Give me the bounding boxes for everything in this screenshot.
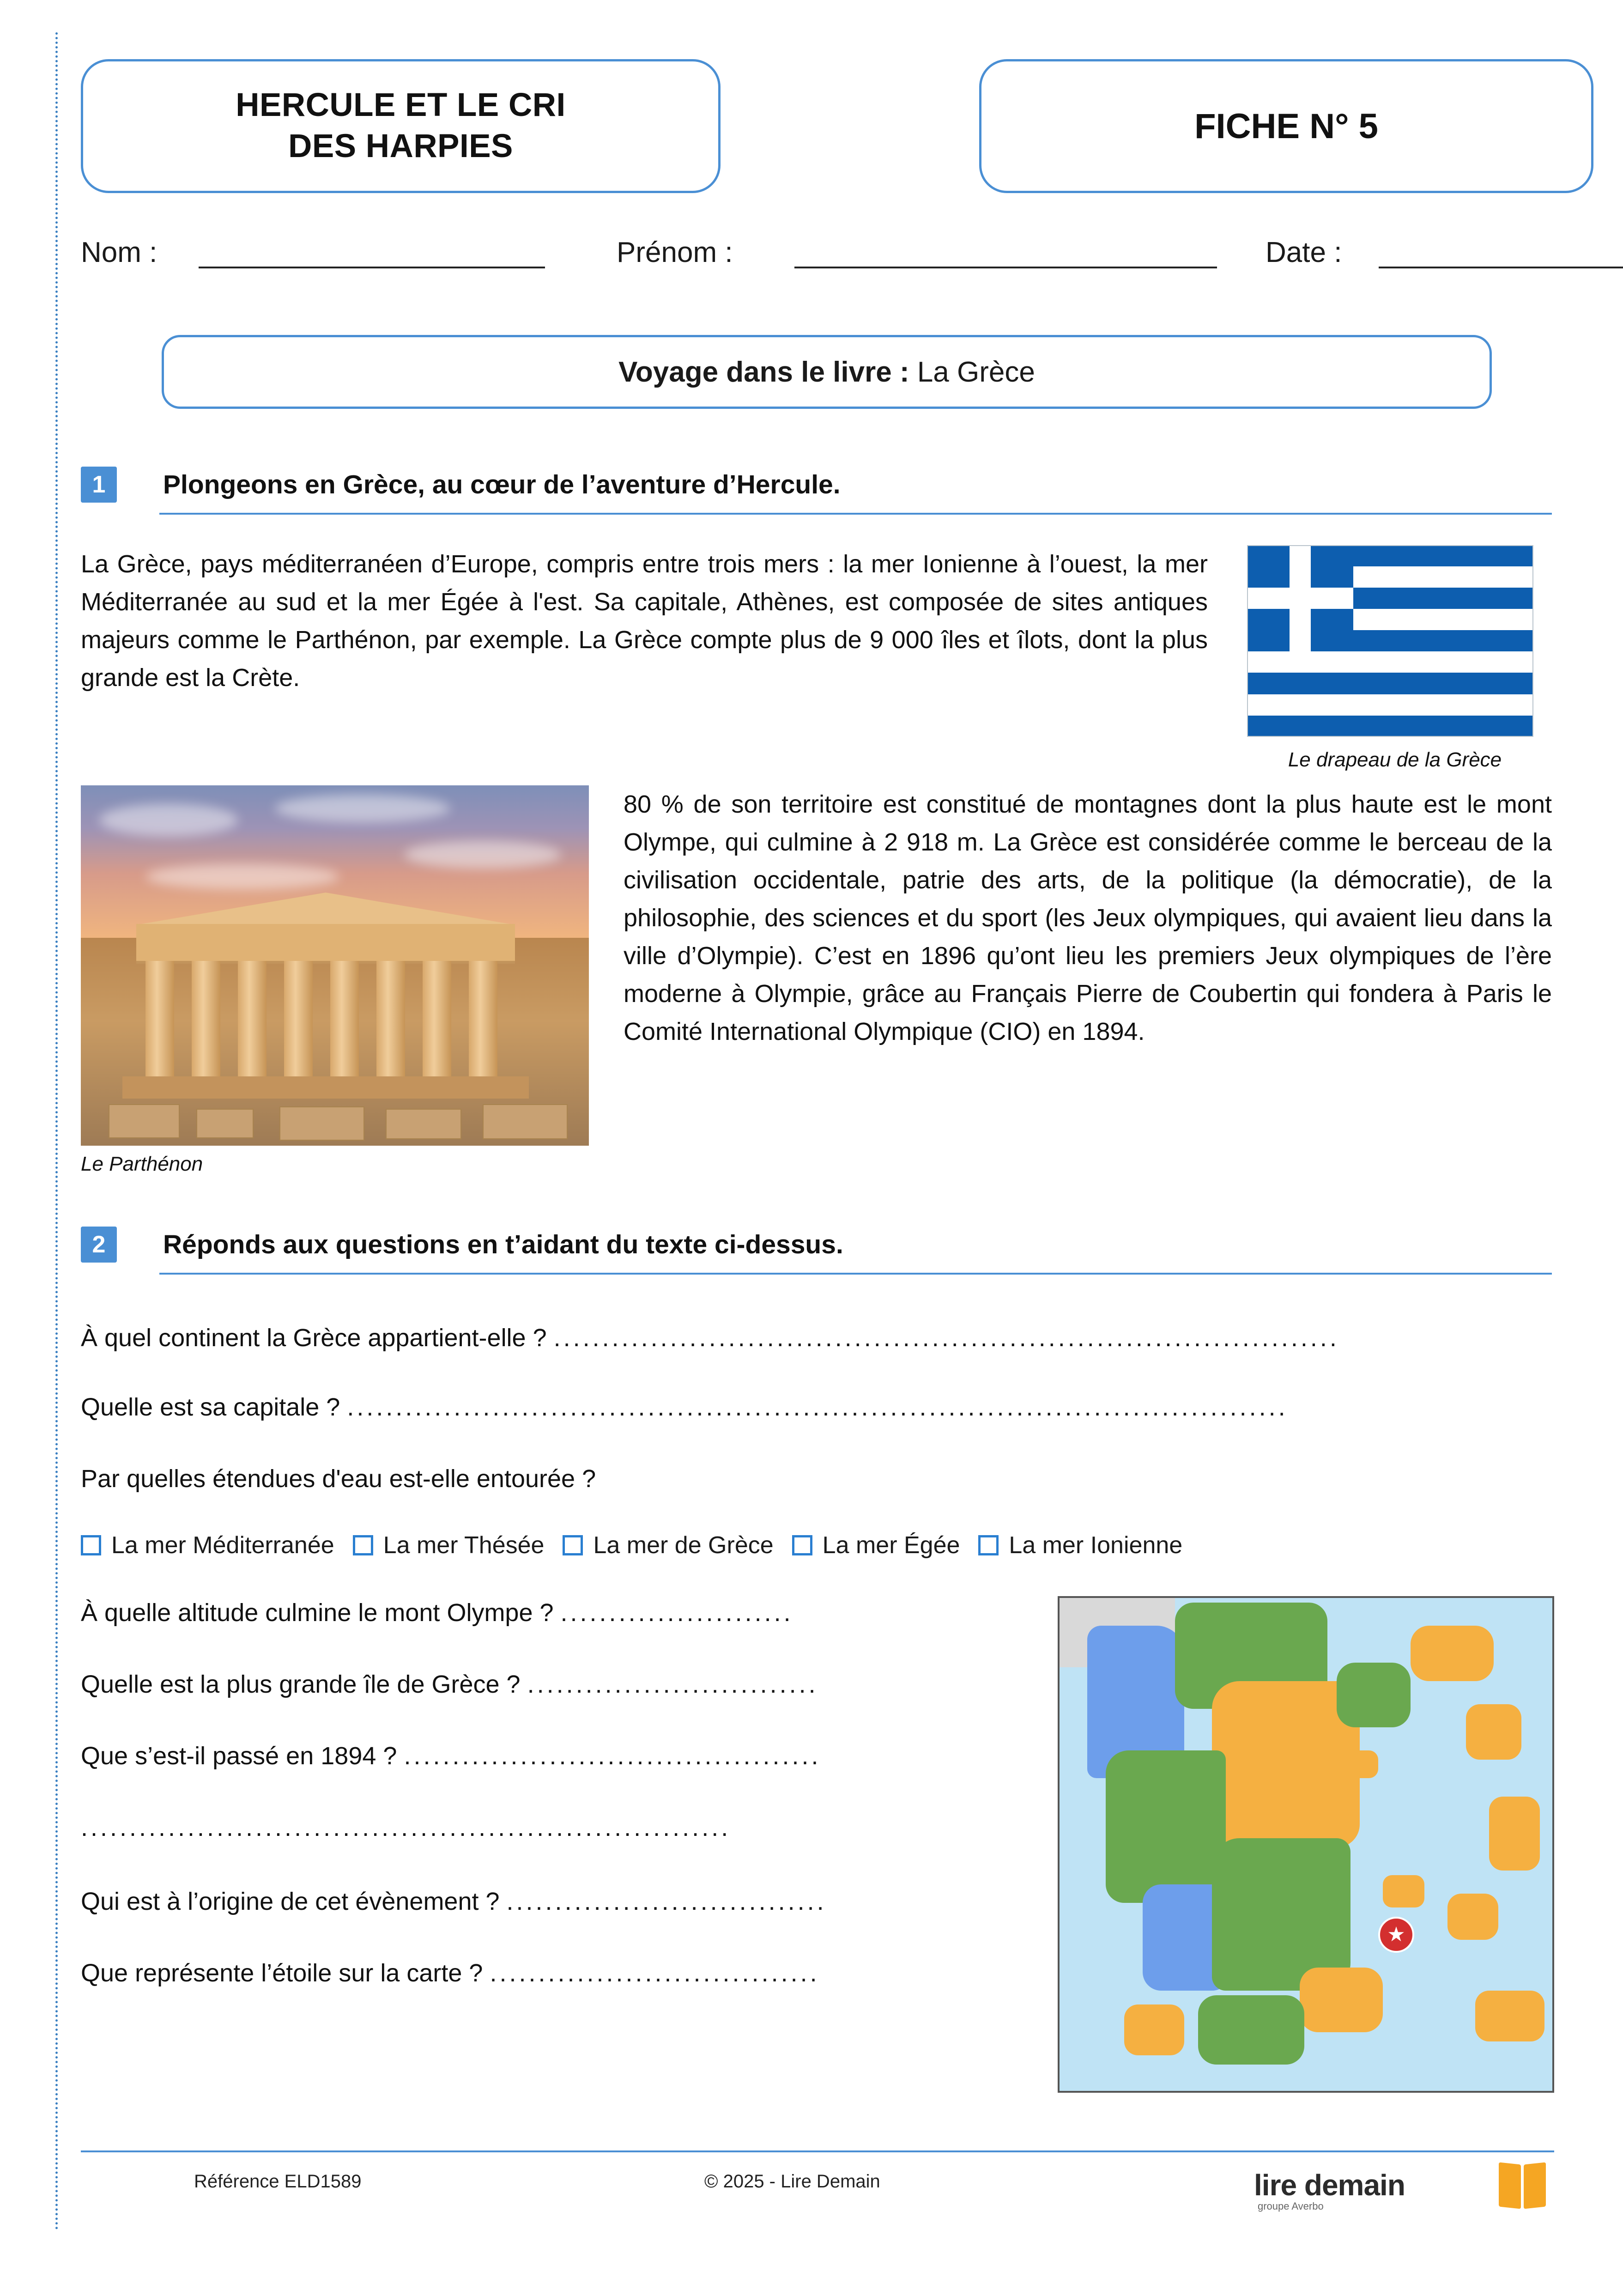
question-1[interactable] [81,1324,1339,1352]
sheet-number-box [979,59,1593,193]
sea-option-2[interactable] [353,1531,545,1559]
header [81,59,1554,198]
flag-caption: Le drapeau de la Grèce [1288,748,1502,771]
checkbox-icon[interactable] [81,1535,101,1555]
sea-option-4-label: La mer Égée [822,1532,960,1559]
checkbox-icon[interactable] [563,1535,583,1555]
question-2-answer-line[interactable]: ................................................................................................. [347,1393,1288,1421]
checkbox-icon[interactable] [353,1535,373,1555]
section-1-number: 1 [81,467,117,503]
sea-option-3[interactable] [563,1531,773,1559]
question-5[interactable] [81,1670,818,1699]
section-1-heading [81,467,1552,517]
parthenon-caption: Le Parthénon [81,1153,203,1175]
voyage-prefix: Voyage dans le livre : [618,356,909,388]
sea-option-1[interactable] [81,1531,334,1559]
parthenon-photo [81,785,589,1146]
question-6-text: Que s’est-il passé en 1894 ? [81,1742,397,1770]
question-3-text: Par quelles étendues d'eau est-elle entourée ? [81,1465,596,1493]
checkbox-icon[interactable] [792,1535,812,1555]
section-2-number: 2 [81,1227,117,1263]
section-1-title: Plongeons en Grèce, au cœur de l’aventure d’Hercule. [163,470,841,499]
sea-options-row [81,1527,1554,1564]
question-8-text: Que représente l’étoile sur la carte ? [81,1959,483,1987]
section-1-paragraph-2: 80 % de son territoire est constitué de montagnes dont la plus haute est le mont Olympe, qui culmine à 2 918 m. La Grèce est considérée comme le berceau de la civilisation occidentale, patrie des arts, de la politique (la démocratie), de la philosophie, des sciences et du sport (les Jeux olympiques, qui avaient lieu dans la ville d’Olympie). C’est en 1896 qu’ont lieu les premiers Jeux olympiques de l’ère moderne à Olympie, grâce au Français Pierre de Coubertin qui fondera à Paris le Comité International Olympique (CIO) en 1894. [624,790,1552,1046]
question-3 [81,1464,596,1493]
firstname-input[interactable] [794,267,1217,268]
question-8-answer-line[interactable]: .................................. [490,1959,820,1987]
greece-map [1058,1596,1554,2093]
section-2-underline [159,1273,1552,1275]
section-1-paragraph-1: La Grèce, pays méditerranéen d’Europe, compris entre trois mers : la mer Ionienne à l’ouest, la mer Méditerranée au sud et la mer Égée à l'est. Sa capitale, Athènes, est composée de sites antiques majeurs comme le Parthénon, par exemple. La Grèce compte plus de 9 000 îles et îlots, dont la plus grande est la Crète. [81,550,1208,692]
question-4-answer-line[interactable]: ........................ [560,1599,793,1627]
sea-option-5[interactable] [978,1531,1182,1559]
logo-subtitle: groupe Averbo [1258,2200,1324,2212]
worksheet-title-line2: DES HARPIES [288,128,513,164]
worksheet-title-line1: HERCULE ET LE CRI [236,87,566,124]
question-2-text: Quelle est sa capitale ? [81,1393,340,1421]
question-4-text: À quelle altitude culmine le mont Olympe ? [81,1599,554,1627]
worksheet-title [236,85,566,167]
voyage-value: La Grèce [909,356,1035,388]
question-6-answer-line-2[interactable]: ................................................................... [81,1814,731,1841]
worksheet-title-box [81,59,721,193]
logo-wordmark: lire demain [1254,2168,1405,2202]
footer-copyright: © 2025 - Lire Demain [704,2171,880,2192]
greece-flag [1247,545,1533,737]
athens-star-marker: ★ [1378,1917,1414,1953]
question-8[interactable] [81,1959,820,1987]
question-7[interactable] [81,1887,827,1916]
date-input[interactable] [1379,267,1623,268]
sea-option-5-label: La mer Ionienne [1009,1532,1183,1559]
question-4[interactable] [81,1598,793,1627]
section-1-underline [159,513,1552,515]
open-book-icon [1499,2163,1547,2208]
question-1-answer-line[interactable]: ................................................................................. [553,1324,1339,1352]
question-7-answer-line[interactable]: ................................. [506,1888,827,1915]
section-2-title: Réponds aux questions en t’aidant du texte ci-dessus. [163,1230,843,1259]
sea-option-2-label: La mer Thésée [383,1532,545,1559]
question-1-text: À quel continent la Grèce appartient-elle ? [81,1324,547,1352]
left-dotted-rule [55,32,58,2231]
question-2[interactable] [81,1393,1288,1421]
name-label: Nom : [81,237,157,268]
sheet-number: FICHE N° 5 [1194,106,1378,146]
identity-line [81,233,1559,275]
question-7-text: Qui est à l’origine de cet évènement ? [81,1888,500,1915]
section-2-heading [81,1227,1552,1277]
sea-option-4[interactable] [792,1531,960,1559]
question-5-text: Quelle est la plus grande île de Grèce ? [81,1670,521,1698]
checkbox-icon[interactable] [978,1535,999,1555]
voyage-banner [162,335,1492,409]
sea-option-1-label: La mer Méditerranée [111,1532,334,1559]
question-5-answer-line[interactable]: .............................. [527,1670,818,1698]
date-label: Date : [1266,237,1342,268]
question-6-continuation[interactable] [81,1813,731,1842]
name-input[interactable] [199,267,545,268]
publisher-logo [1254,2160,1550,2215]
question-6[interactable] [81,1742,821,1770]
footer-divider [81,2150,1554,2152]
sea-option-3-label: La mer de Grèce [593,1532,774,1559]
footer-reference: Référence ELD1589 [194,2171,362,2192]
question-6-answer-line[interactable]: ........................................... [404,1742,821,1770]
firstname-label: Prénom : [617,237,733,268]
